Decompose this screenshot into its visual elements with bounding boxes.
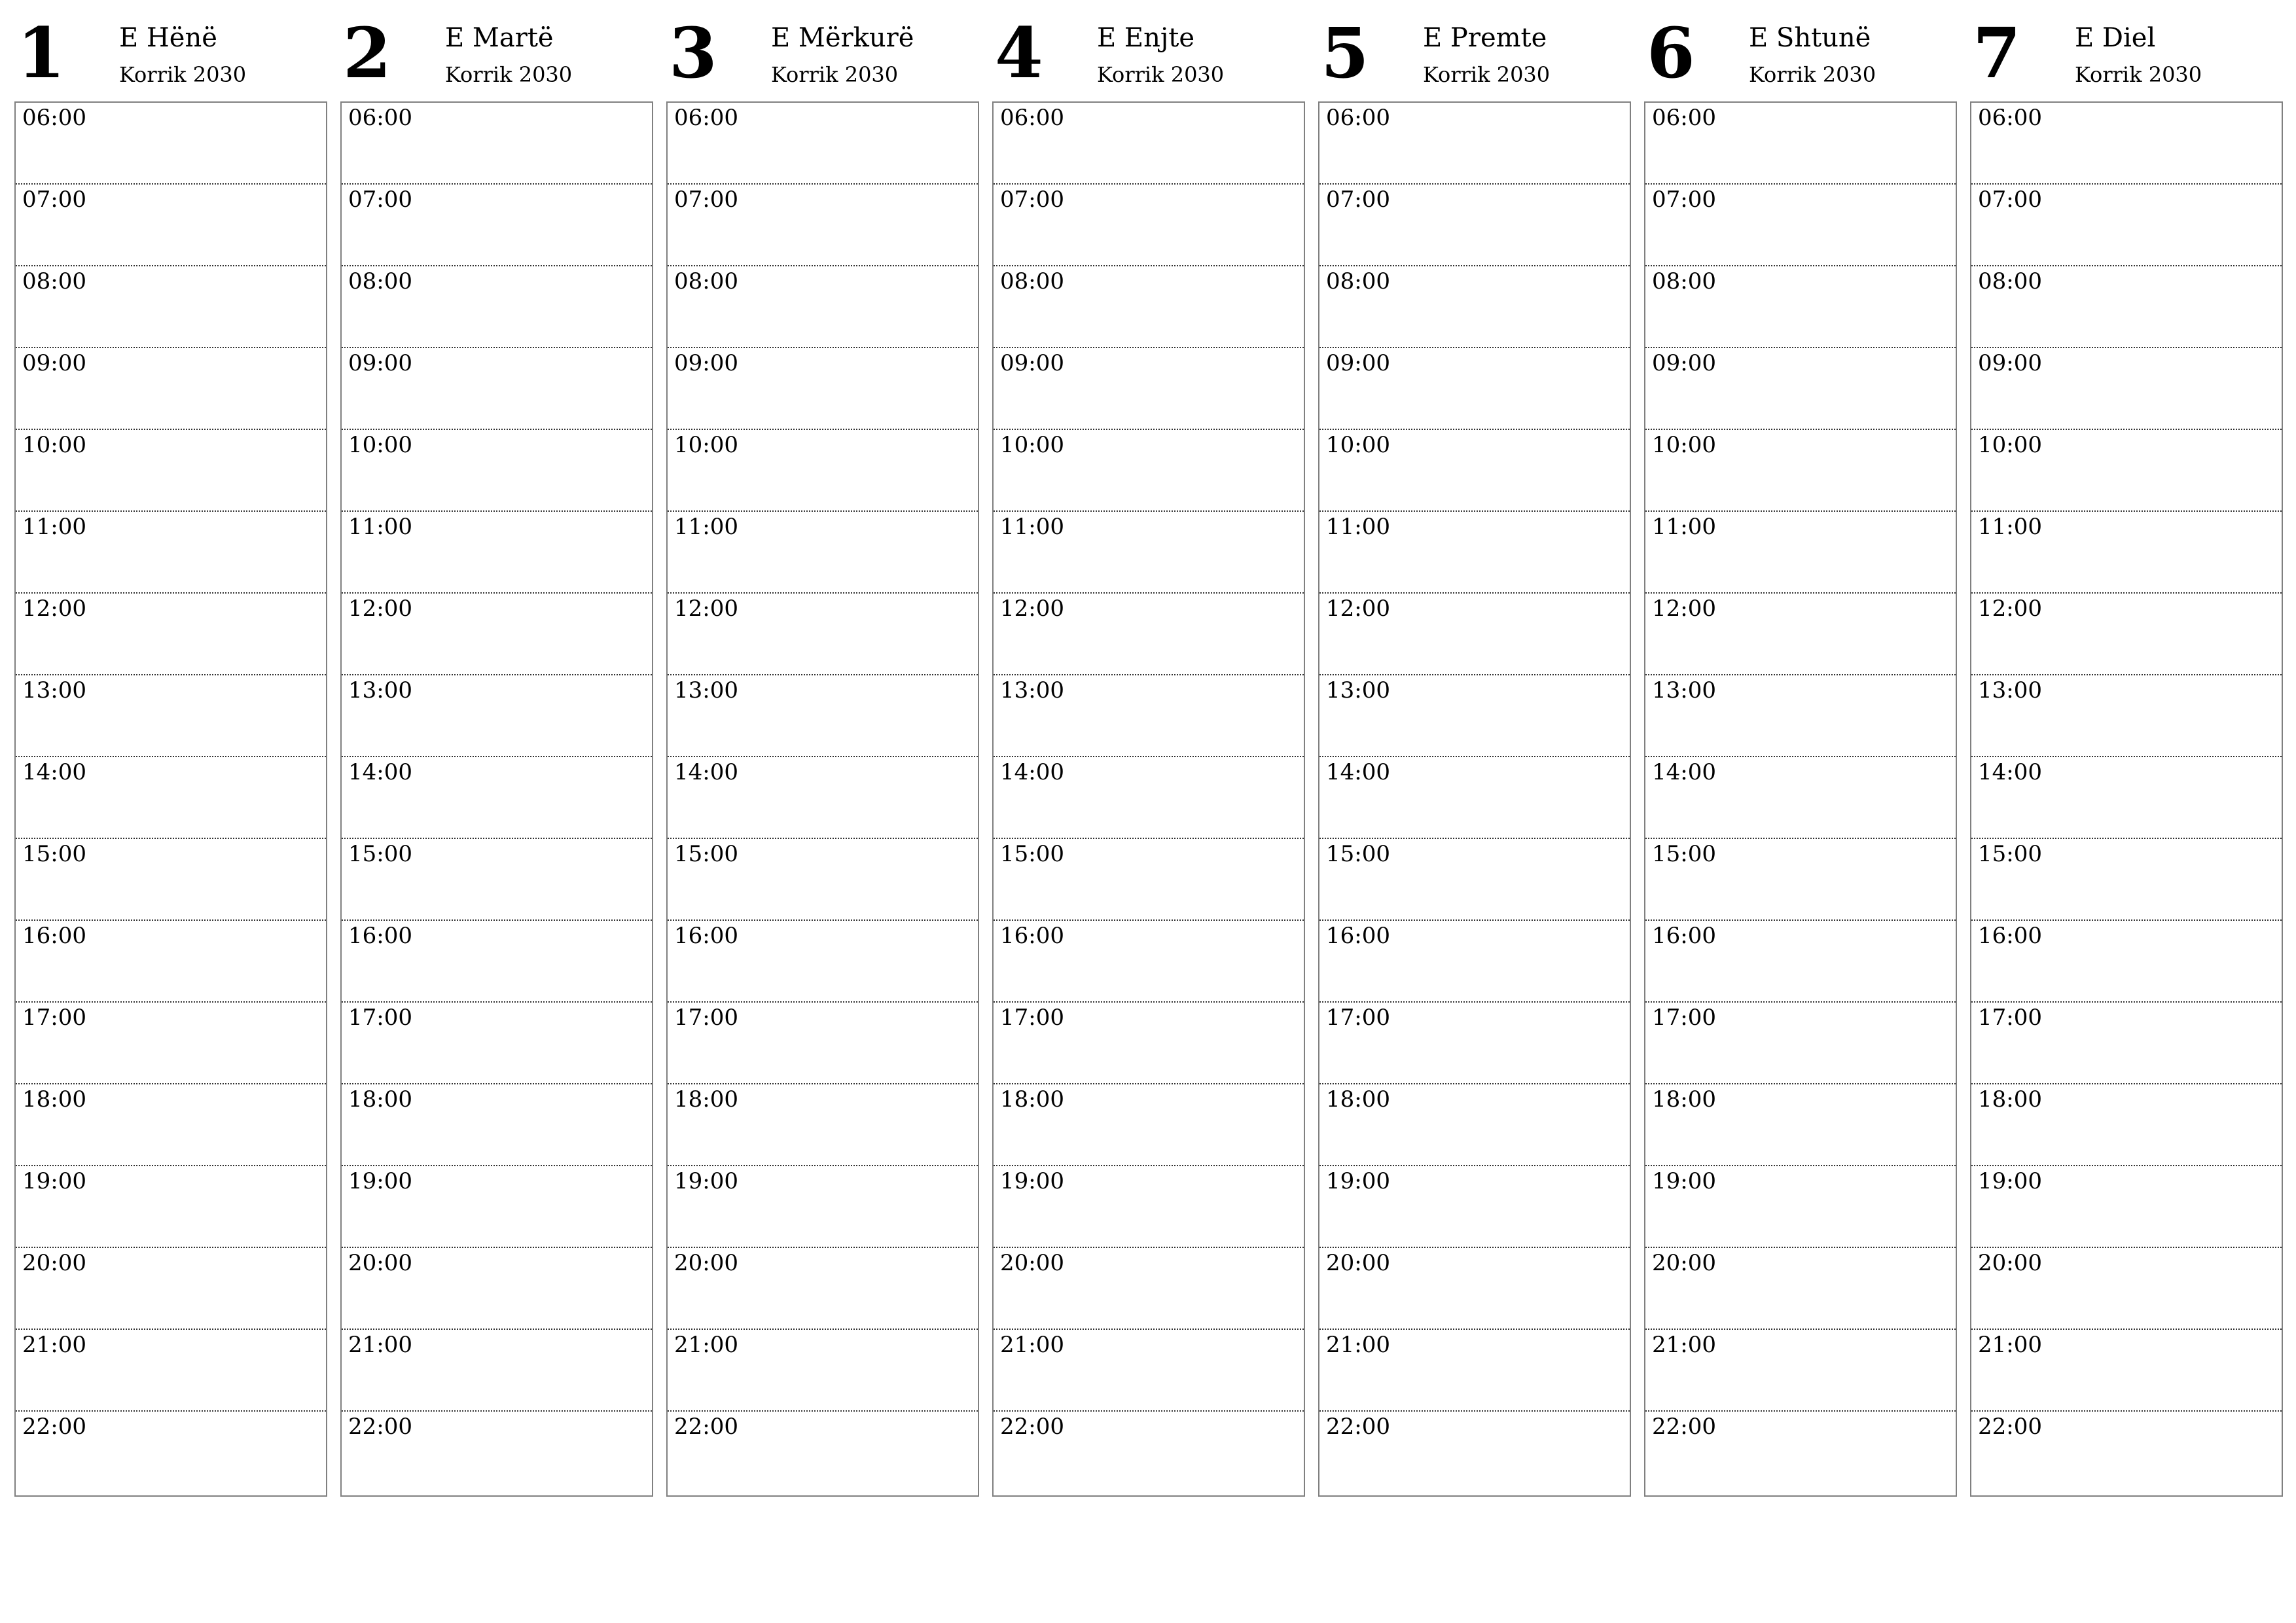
hour-slot[interactable] [994, 1412, 1304, 1493]
hour-slot[interactable] [668, 839, 978, 921]
hour-slot[interactable] [1971, 1412, 2282, 1493]
hour-slot[interactable] [668, 430, 978, 512]
hour-label: 08:00 [22, 268, 86, 294]
weekly-planner [14, 0, 2283, 1505]
hour-label: 11:00 [22, 514, 86, 540]
hour-label: 10:00 [348, 432, 412, 458]
hour-label: 19:00 [1978, 1168, 2042, 1194]
hour-slot[interactable] [668, 921, 978, 1003]
day-column [1318, 0, 1631, 1440]
hour-slot[interactable] [342, 430, 652, 512]
hour-label: 10:00 [674, 432, 738, 458]
hour-slot[interactable] [1319, 1003, 1630, 1084]
day-header [1970, 0, 2283, 101]
hour-slot[interactable] [16, 839, 326, 921]
hour-slot[interactable] [1319, 594, 1630, 675]
hour-label: 16:00 [1652, 923, 1716, 949]
hour-slot[interactable] [1319, 921, 1630, 1003]
hour-slot[interactable] [1971, 512, 2282, 594]
hour-slot[interactable] [342, 1003, 652, 1084]
hour-slot[interactable] [16, 1330, 326, 1412]
day-schedule-box [992, 101, 1305, 1497]
hour-label: 15:00 [1000, 841, 1064, 867]
hour-label: 15:00 [1978, 841, 2042, 867]
day-number: 1 [17, 12, 65, 94]
hour-slot[interactable] [1645, 348, 1956, 430]
hour-slot[interactable] [994, 185, 1304, 266]
hour-label: 16:00 [22, 923, 86, 949]
day-name: E Mërkurë [771, 23, 914, 53]
hour-slot[interactable] [342, 103, 652, 185]
hour-slot[interactable] [1319, 348, 1630, 430]
day-header [992, 0, 1305, 101]
day-number: 6 [1647, 12, 1695, 94]
hour-slot[interactable] [16, 1412, 326, 1493]
hour-slot[interactable] [1971, 1003, 2282, 1084]
day-column [992, 0, 1305, 1440]
day-header [1644, 0, 1957, 101]
hour-label: 14:00 [348, 759, 412, 785]
hour-label: 10:00 [1326, 432, 1390, 458]
hour-label: 12:00 [1652, 596, 1716, 622]
hour-label: 15:00 [674, 841, 738, 867]
hour-slot[interactable] [668, 1084, 978, 1166]
hour-slot[interactable] [1645, 839, 1956, 921]
hour-label: 17:00 [22, 1005, 86, 1031]
hour-slot[interactable] [16, 348, 326, 430]
hour-label: 08:00 [1652, 268, 1716, 294]
hour-slot[interactable] [1645, 266, 1956, 348]
hour-slot[interactable] [342, 1166, 652, 1248]
hour-slot[interactable] [16, 1248, 326, 1330]
hour-slot[interactable] [16, 512, 326, 594]
hour-label: 16:00 [1978, 923, 2042, 949]
hour-slot[interactable] [668, 757, 978, 839]
hour-label: 16:00 [1326, 923, 1390, 949]
hour-label: 14:00 [1652, 759, 1716, 785]
hour-slot[interactable] [1971, 1248, 2282, 1330]
day-name: E Diel [2075, 23, 2156, 53]
hour-slot[interactable] [1645, 1003, 1956, 1084]
hour-slot[interactable] [1319, 1166, 1630, 1248]
hour-label: 07:00 [348, 187, 412, 213]
hour-slot[interactable] [1319, 839, 1630, 921]
hour-slot[interactable] [1319, 512, 1630, 594]
day-header [340, 0, 653, 101]
hour-label: 13:00 [22, 677, 86, 704]
hour-label: 20:00 [1000, 1250, 1064, 1276]
day-column [1970, 0, 2283, 1440]
hour-label: 07:00 [674, 187, 738, 213]
hour-slot[interactable] [1971, 1330, 2282, 1412]
hour-label: 21:00 [348, 1332, 412, 1358]
hour-slot[interactable] [16, 921, 326, 1003]
hour-label: 09:00 [1978, 350, 2042, 376]
hour-label: 08:00 [1000, 268, 1064, 294]
day-month: Korrik 2030 [1749, 62, 1876, 87]
hour-label: 18:00 [1000, 1086, 1064, 1113]
hour-label: 12:00 [1978, 596, 2042, 622]
hour-label: 10:00 [1652, 432, 1716, 458]
hour-slot[interactable] [668, 675, 978, 757]
hour-label: 10:00 [1000, 432, 1064, 458]
hour-label: 11:00 [674, 514, 738, 540]
hour-slot[interactable] [1319, 1412, 1630, 1493]
hour-slot[interactable] [994, 839, 1304, 921]
hour-slot[interactable] [1319, 430, 1630, 512]
day-schedule-box [1318, 101, 1631, 1497]
hour-slot[interactable] [1971, 1166, 2282, 1248]
hour-slot[interactable] [668, 1412, 978, 1493]
hour-slot[interactable] [1645, 1330, 1956, 1412]
hour-slot[interactable] [1645, 1412, 1956, 1493]
hour-label: 19:00 [1000, 1168, 1064, 1194]
hour-label: 11:00 [1978, 514, 2042, 540]
hour-slot[interactable] [668, 103, 978, 185]
day-number: 5 [1321, 12, 1369, 94]
hour-slot[interactable] [668, 1003, 978, 1084]
hour-label: 22:00 [1978, 1414, 2042, 1440]
hour-slot[interactable] [342, 348, 652, 430]
hour-label: 19:00 [348, 1168, 412, 1194]
hour-slot[interactable] [342, 1248, 652, 1330]
hour-slot[interactable] [1971, 266, 2282, 348]
day-name: E Enjte [1097, 23, 1195, 53]
hour-label: 22:00 [348, 1414, 412, 1440]
hour-slot[interactable] [994, 512, 1304, 594]
hour-slot[interactable] [342, 839, 652, 921]
hour-slot[interactable] [994, 103, 1304, 185]
hour-label: 21:00 [674, 1332, 738, 1358]
day-header [14, 0, 327, 101]
day-number: 7 [1973, 12, 2021, 94]
hour-label: 11:00 [1000, 514, 1064, 540]
hour-label: 17:00 [1326, 1005, 1390, 1031]
hour-label: 15:00 [1652, 841, 1716, 867]
day-month: Korrik 2030 [445, 62, 573, 87]
hour-slot[interactable] [1645, 1166, 1956, 1248]
day-schedule-box [1644, 101, 1957, 1497]
hour-slot[interactable] [342, 1084, 652, 1166]
hour-label: 07:00 [1978, 187, 2042, 213]
hour-label: 12:00 [1000, 596, 1064, 622]
hour-label: 21:00 [22, 1332, 86, 1358]
hour-slot[interactable] [1971, 921, 2282, 1003]
hour-label: 18:00 [22, 1086, 86, 1113]
hour-slot[interactable] [342, 757, 652, 839]
hour-slot[interactable] [1971, 839, 2282, 921]
day-schedule-box [666, 101, 979, 1497]
hour-label: 20:00 [22, 1250, 86, 1276]
hour-slot[interactable] [668, 1166, 978, 1248]
hour-slot[interactable] [994, 1003, 1304, 1084]
day-header [666, 0, 979, 101]
hour-label: 14:00 [22, 759, 86, 785]
hour-label: 08:00 [1978, 268, 2042, 294]
hour-label: 07:00 [1326, 187, 1390, 213]
hour-label: 10:00 [22, 432, 86, 458]
hour-label: 09:00 [1326, 350, 1390, 376]
hour-label: 12:00 [348, 596, 412, 622]
hour-slot[interactable] [342, 921, 652, 1003]
hour-label: 06:00 [1978, 105, 2042, 131]
hour-label: 22:00 [674, 1414, 738, 1440]
hour-slot[interactable] [994, 1084, 1304, 1166]
hour-label: 08:00 [1326, 268, 1390, 294]
hour-label: 13:00 [674, 677, 738, 704]
hour-slot[interactable] [1971, 430, 2282, 512]
hour-label: 12:00 [22, 596, 86, 622]
hour-slot[interactable] [668, 594, 978, 675]
hour-slot[interactable] [994, 430, 1304, 512]
hour-slot[interactable] [16, 1003, 326, 1084]
hour-label: 22:00 [1000, 1414, 1064, 1440]
hour-label: 20:00 [674, 1250, 738, 1276]
hour-slot[interactable] [1645, 430, 1956, 512]
hour-label: 16:00 [674, 923, 738, 949]
hour-slot[interactable] [1645, 594, 1956, 675]
hour-label: 13:00 [1000, 677, 1064, 704]
hour-label: 17:00 [674, 1005, 738, 1031]
hour-slot[interactable] [994, 1330, 1304, 1412]
hour-label: 06:00 [674, 105, 738, 131]
hour-slot[interactable] [342, 594, 652, 675]
hour-label: 06:00 [1326, 105, 1390, 131]
hour-slot[interactable] [16, 675, 326, 757]
day-schedule-box [14, 101, 327, 1497]
day-column [14, 0, 327, 1440]
hour-slot[interactable] [342, 512, 652, 594]
hour-label: 17:00 [1000, 1005, 1064, 1031]
hour-label: 07:00 [1000, 187, 1064, 213]
day-schedule-box [1970, 101, 2283, 1497]
hour-label: 11:00 [1652, 514, 1716, 540]
hour-slot[interactable] [668, 266, 978, 348]
hour-label: 14:00 [1978, 759, 2042, 785]
hour-slot[interactable] [994, 1166, 1304, 1248]
hour-label: 09:00 [1652, 350, 1716, 376]
hour-label: 12:00 [674, 596, 738, 622]
hour-label: 13:00 [348, 677, 412, 704]
hour-slot[interactable] [16, 103, 326, 185]
hour-slot[interactable] [342, 185, 652, 266]
hour-slot[interactable] [16, 266, 326, 348]
hour-label: 15:00 [22, 841, 86, 867]
hour-label: 19:00 [1326, 1168, 1390, 1194]
hour-slot[interactable] [994, 675, 1304, 757]
hour-label: 14:00 [674, 759, 738, 785]
hour-slot[interactable] [1971, 1084, 2282, 1166]
hour-slot[interactable] [1971, 675, 2282, 757]
hour-slot[interactable] [668, 348, 978, 430]
hour-slot[interactable] [668, 1248, 978, 1330]
hour-label: 20:00 [1652, 1250, 1716, 1276]
hour-slot[interactable] [1319, 103, 1630, 185]
hour-label: 11:00 [348, 514, 412, 540]
hour-label: 22:00 [1326, 1414, 1390, 1440]
hour-label: 18:00 [674, 1086, 738, 1113]
hour-label: 17:00 [1652, 1005, 1716, 1031]
hour-slot[interactable] [668, 185, 978, 266]
hour-label: 10:00 [1978, 432, 2042, 458]
hour-label: 14:00 [1000, 759, 1064, 785]
hour-slot[interactable] [1971, 103, 2282, 185]
day-number: 2 [343, 12, 391, 94]
day-month: Korrik 2030 [119, 62, 247, 87]
hour-label: 09:00 [22, 350, 86, 376]
hour-label: 12:00 [1326, 596, 1390, 622]
hour-label: 16:00 [348, 923, 412, 949]
day-column [666, 0, 979, 1440]
hour-slot[interactable] [994, 266, 1304, 348]
hour-slot[interactable] [1645, 675, 1956, 757]
hour-slot[interactable] [342, 1412, 652, 1493]
hour-slot[interactable] [1319, 757, 1630, 839]
hour-label: 20:00 [348, 1250, 412, 1276]
day-name: E Premte [1423, 23, 1547, 53]
hour-label: 22:00 [1652, 1414, 1716, 1440]
day-month: Korrik 2030 [771, 62, 899, 87]
day-schedule-box [340, 101, 653, 1497]
hour-label: 22:00 [22, 1414, 86, 1440]
hour-label: 14:00 [1326, 759, 1390, 785]
day-number: 4 [995, 12, 1043, 94]
hour-label: 20:00 [1978, 1250, 2042, 1276]
hour-slot[interactable] [668, 1330, 978, 1412]
hour-slot[interactable] [1971, 185, 2282, 266]
hour-slot[interactable] [1645, 103, 1956, 185]
hour-slot[interactable] [16, 594, 326, 675]
hour-label: 13:00 [1652, 677, 1716, 704]
hour-label: 19:00 [674, 1168, 738, 1194]
hour-label: 09:00 [1000, 350, 1064, 376]
hour-slot[interactable] [342, 675, 652, 757]
hour-slot[interactable] [1971, 348, 2282, 430]
hour-label: 06:00 [1000, 105, 1064, 131]
hour-slot[interactable] [1319, 266, 1630, 348]
hour-slot[interactable] [1971, 594, 2282, 675]
hour-slot[interactable] [1319, 1330, 1630, 1412]
hour-slot[interactable] [1319, 675, 1630, 757]
hour-slot[interactable] [1645, 1084, 1956, 1166]
hour-slot[interactable] [1319, 1084, 1630, 1166]
hour-label: 18:00 [348, 1086, 412, 1113]
hour-label: 21:00 [1000, 1332, 1064, 1358]
hour-slot[interactable] [1645, 757, 1956, 839]
hour-label: 15:00 [1326, 841, 1390, 867]
hour-slot[interactable] [1645, 185, 1956, 266]
hour-slot[interactable] [1971, 757, 2282, 839]
hour-label: 06:00 [348, 105, 412, 131]
hour-slot[interactable] [994, 1248, 1304, 1330]
hour-slot[interactable] [1319, 185, 1630, 266]
hour-label: 07:00 [22, 187, 86, 213]
hour-label: 20:00 [1326, 1250, 1390, 1276]
day-number: 3 [669, 12, 717, 94]
hour-label: 07:00 [1652, 187, 1716, 213]
hour-slot[interactable] [1645, 921, 1956, 1003]
hour-slot[interactable] [16, 185, 326, 266]
hour-label: 18:00 [1652, 1086, 1716, 1113]
hour-slot[interactable] [668, 512, 978, 594]
hour-label: 13:00 [1326, 677, 1390, 704]
hour-label: 19:00 [1652, 1168, 1716, 1194]
hour-slot[interactable] [342, 266, 652, 348]
hour-slot[interactable] [16, 1084, 326, 1166]
hour-label: 08:00 [674, 268, 738, 294]
hour-slot[interactable] [994, 348, 1304, 430]
hour-label: 16:00 [1000, 923, 1064, 949]
day-header [1318, 0, 1631, 101]
day-name: E Hënë [119, 23, 217, 53]
day-month: Korrik 2030 [1097, 62, 1225, 87]
hour-label: 09:00 [674, 350, 738, 376]
day-column [1644, 0, 1957, 1440]
hour-slot[interactable] [342, 1330, 652, 1412]
hour-label: 06:00 [22, 105, 86, 131]
hour-slot[interactable] [1645, 1248, 1956, 1330]
day-month: Korrik 2030 [1423, 62, 1551, 87]
hour-label: 13:00 [1978, 677, 2042, 704]
hour-label: 06:00 [1652, 105, 1716, 131]
day-name: E Martë [445, 23, 554, 53]
day-name: E Shtunë [1749, 23, 1871, 53]
hour-slot[interactable] [1319, 1248, 1630, 1330]
hour-slot[interactable] [16, 1166, 326, 1248]
hour-label: 21:00 [1652, 1332, 1716, 1358]
hour-label: 21:00 [1978, 1332, 2042, 1358]
day-month: Korrik 2030 [2075, 62, 2202, 87]
hour-label: 21:00 [1326, 1332, 1390, 1358]
hour-slot[interactable] [1645, 512, 1956, 594]
hour-label: 18:00 [1326, 1086, 1390, 1113]
day-column [340, 0, 653, 1440]
hour-slot[interactable] [16, 757, 326, 839]
hour-label: 17:00 [348, 1005, 412, 1031]
hour-label: 09:00 [348, 350, 412, 376]
hour-slot[interactable] [994, 594, 1304, 675]
hour-slot[interactable] [994, 757, 1304, 839]
hour-slot[interactable] [16, 430, 326, 512]
hour-label: 18:00 [1978, 1086, 2042, 1113]
hour-slot[interactable] [994, 921, 1304, 1003]
hour-label: 11:00 [1326, 514, 1390, 540]
hour-label: 19:00 [22, 1168, 86, 1194]
hour-label: 15:00 [348, 841, 412, 867]
hour-label: 08:00 [348, 268, 412, 294]
hour-label: 17:00 [1978, 1005, 2042, 1031]
